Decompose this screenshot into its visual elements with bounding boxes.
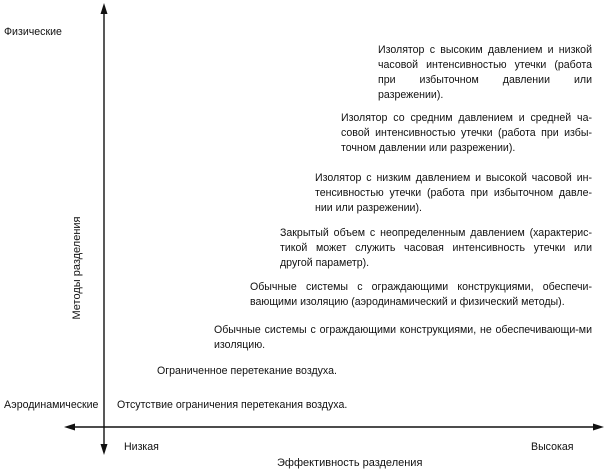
level-item: Изолятор с низким давлением и высокой часовой ин-тенсивностью утечки (работа при избыточном давле-нии или разрежении).	[315, 172, 592, 214]
level-item: Изолятор с высоким давлением и низкой часовой интенсивностью утечки (работа при избыточном давлении или разрежении).	[378, 44, 592, 101]
level-item: Отсутствие ограничения перетекания воздуха.	[117, 399, 348, 411]
y-axis-arrow-down-icon	[101, 444, 108, 455]
x-axis-arrow-left-icon	[64, 424, 75, 431]
x-axis-left-label: Низкая	[124, 441, 159, 453]
level-item: Изолятор со средним давлением и средней ча-совой интенсивностью утечки (работа при избы-точном давлении или разрежении).	[341, 112, 592, 154]
level-item: Ограниченное перетекание воздуха.	[157, 365, 337, 377]
level-item: Обычные системы с ограждающими конструкциями, обеспечи-вающими изоляцию (аэродинамический и физический методы).	[250, 281, 592, 308]
y-axis-arrow-icon	[101, 3, 108, 14]
y-axis-top-label: Физические	[4, 26, 62, 38]
x-axis-arrow-icon	[593, 424, 604, 431]
x-axis-right-label: Высокая	[531, 441, 574, 453]
level-item: Закрытый объем с неопределенным давлением (характерис-тикой может служить часовая интенсивность утечки или другой параметр).	[280, 227, 592, 269]
x-axis-title: Эффективность разделения	[277, 457, 423, 469]
level-item: Обычные системы с ограждающими конструкциями, не обеспечивающи-ми изоляцию.	[214, 324, 592, 351]
y-axis-title: Методы разделения	[71, 216, 83, 320]
y-axis-bottom-label: Аэродинамические	[4, 399, 99, 411]
